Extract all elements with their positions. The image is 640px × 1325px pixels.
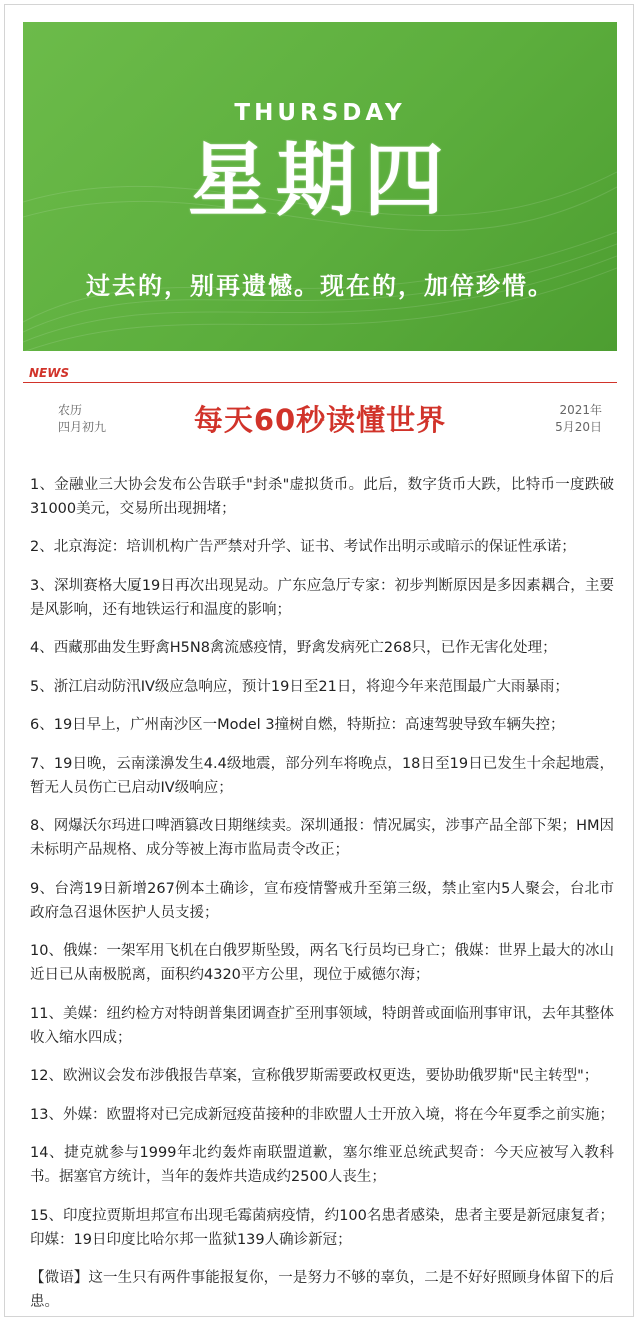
news-item-4: 4、西藏那曲发生野禽H5N8禽流感疫情，野禽发病死亡268只，已作无害化处理； xyxy=(30,640,557,656)
weekday-english: THURSDAY xyxy=(234,100,406,126)
news-item-5: 5、浙江启动防汛IV级应急响应，预计19日至21日，将迎今年来范围最广大雨暴雨； xyxy=(30,678,569,695)
page-title: 每天60秒读懂世界 xyxy=(193,403,447,437)
lunar-day: 四月初九 xyxy=(58,420,107,434)
news-divider xyxy=(23,382,617,383)
date-year: 2021年 xyxy=(559,403,602,417)
news-item-8: 8、网爆沃尔玛进口啤酒篡改日期继续卖。深圳通报：情况属实，涉事产品全部下架；HM因未标明产品规格、成分等被上海市监局责令改正； xyxy=(30,818,614,858)
news-item-14: 14、捷克就参与1999年北约轰炸南联盟道歉，塞尔维亚总统武契奇：今天应被写入教科书。据塞官方统计，当年的轰炸共造成约2500人丧生； xyxy=(30,1145,614,1185)
publish-date xyxy=(555,402,602,436)
banner-motto: 过去的，别再遗憾。现在的，加倍珍惜。 xyxy=(86,272,554,300)
news-header xyxy=(23,364,617,382)
news-label: NEWS xyxy=(29,366,70,380)
news-item-7: 7、19日晚，云南漾濞发生4.4级地震，部分列车将晚点，18日至19日已发生十余起地震，暂无人员伤亡已启动IV级响应； xyxy=(30,755,614,796)
news-item-1: 1、金融业三大协会发布公告联手"封杀"虚拟货币。此后，数字货币大跌，比特币一度跌破31000美元，交易所出现拥堵； xyxy=(30,476,614,517)
daily-quote: 【微语】这一生只有两件事能报复你，一是努力不够的辜负，二是不好好照顾身体留下的后患。 xyxy=(30,1270,614,1310)
news-item-12: 12、欧洲议会发布涉俄报告草案，宣称俄罗斯需要政权更迭，要协助俄罗斯"民主转型"； xyxy=(30,1068,599,1084)
date-day: 5月20日 xyxy=(555,420,602,434)
day-banner xyxy=(23,22,617,351)
news-item-2: 2、北京海淀：培训机构广告严禁对升学、证书、考试作出明示或暗示的保证性承诺； xyxy=(30,539,576,555)
news-item-6: 6、19日早上，广州南沙区一Model 3撞树自燃，特斯拉：高速驾驶导致车辆失控； xyxy=(30,717,565,733)
news-item-13: 13、外媒：欧盟将对已完成新冠疫苗接种的非欧盟人士开放入境，将在今年夏季之前实施； xyxy=(30,1106,614,1123)
news-item-11: 11、美媒：纽约检方对特朗普集团调查扩至刑事领域，特朗普或面临刑事审讯，去年其整体收入缩水四成； xyxy=(30,1005,614,1046)
news-item-3: 3、深圳赛格大厦19日再次出现晃动。广东应急厅专家：初步判断原因是多因素耦合，主要是风影响，还有地铁运行和温度的影响； xyxy=(30,577,614,618)
news-item-9: 9、台湾19日新增267例本土确诊，宣布疫情警戒升至第三级，禁止室内5人聚会，台北市政府急召退休医护人员支援； xyxy=(30,880,614,921)
news-item-15: 15、印度拉贾斯坦邦宣布出现毛霉菌病疫情，约100名患者感染，患者主要是新冠康复者；印媒：19日印度比哈尔邦一监狱139人确诊新冠； xyxy=(30,1207,614,1248)
news-list xyxy=(30,458,614,1325)
weekday-chinese: 星期四 xyxy=(188,134,452,227)
news-item-10: 10、俄媒：一架军用飞机在白俄罗斯坠毁，两名飞行员均已身亡；俄媒：世界上最大的冰山近日已从南极脱离，面积约4320平方公里，现位于威德尔海； xyxy=(30,943,614,983)
lunar-label: 农历 xyxy=(58,403,83,417)
